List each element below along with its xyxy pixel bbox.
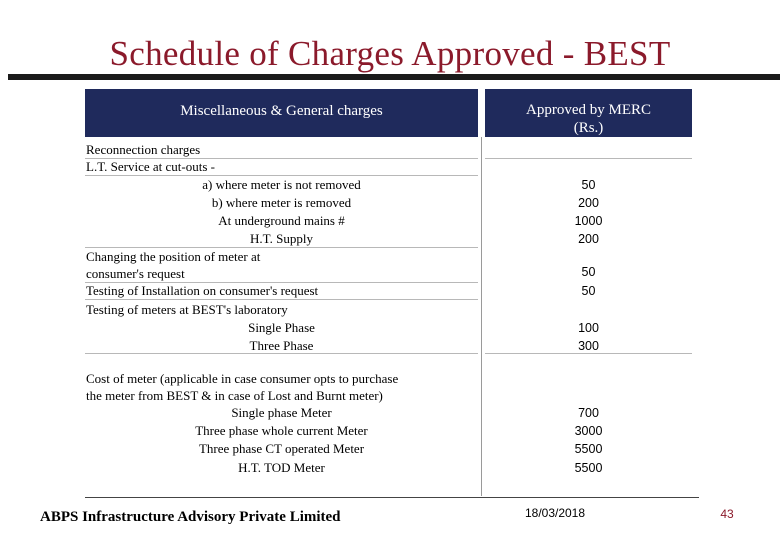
row-label: the meter from BEST & in case of Lost and Burnt meter) [86, 388, 383, 403]
row-value: 50 [581, 265, 596, 279]
footer-date: 18/03/2018 [524, 506, 586, 520]
row-value: 700 [578, 406, 599, 420]
row-value: 5500 [574, 442, 603, 456]
row-divider [485, 158, 692, 159]
row-value: 50 [581, 178, 596, 192]
row-label: a) where meter is not removed [202, 177, 361, 192]
row-label: Cost of meter (applicable in case consumer opts to purchase [86, 371, 399, 386]
row-label: H.T. TOD Meter [238, 460, 325, 475]
row-label: Three phase whole current Meter [195, 423, 368, 438]
row-label: L.T. Service at cut-outs - [86, 159, 215, 174]
header-right-cell [485, 89, 692, 137]
footer-page-number: 43 [720, 507, 734, 521]
title-rule [8, 74, 780, 80]
row-value: 300 [578, 339, 599, 353]
row-value: 200 [578, 232, 599, 246]
page-title: Schedule of Charges Approved - BEST [109, 34, 671, 73]
row-divider [85, 247, 478, 248]
row-value: 200 [578, 196, 599, 210]
row-value: 3000 [574, 424, 603, 438]
row-label: Three phase CT operated Meter [198, 441, 365, 456]
row-label: Single Phase [248, 320, 315, 335]
row-label: At underground mains # [218, 213, 345, 228]
header-left-cell [85, 89, 478, 137]
row-label: Testing of meters at BEST's laboratory [86, 302, 288, 317]
footer-rule [85, 497, 699, 498]
row-value: 100 [578, 321, 599, 335]
row-divider [85, 175, 478, 176]
column-divider [481, 137, 482, 496]
row-label: Three Phase [249, 338, 314, 353]
row-divider [85, 299, 478, 300]
row-label: consumer's request [86, 266, 185, 281]
row-value: 5500 [574, 461, 603, 475]
row-label: Single phase Meter [231, 405, 332, 420]
row-value: 1000 [574, 214, 603, 228]
header-left-text: Miscellaneous & General charges [180, 103, 383, 119]
row-label: Reconnection charges [86, 142, 201, 157]
header-right-line2: (Rs.) [573, 120, 604, 136]
row-label: Changing the position of meter at [86, 249, 261, 264]
row-label: Testing of Installation on consumer's request [86, 283, 319, 298]
row-value: 50 [581, 284, 596, 298]
row-label: b) where meter is removed [211, 195, 352, 210]
row-label: H.T. Supply [250, 231, 313, 246]
footer-company: ABPS Infrastructure Advisory Private Limited [40, 509, 341, 525]
header-right-line1: Approved by MERC [526, 102, 651, 118]
